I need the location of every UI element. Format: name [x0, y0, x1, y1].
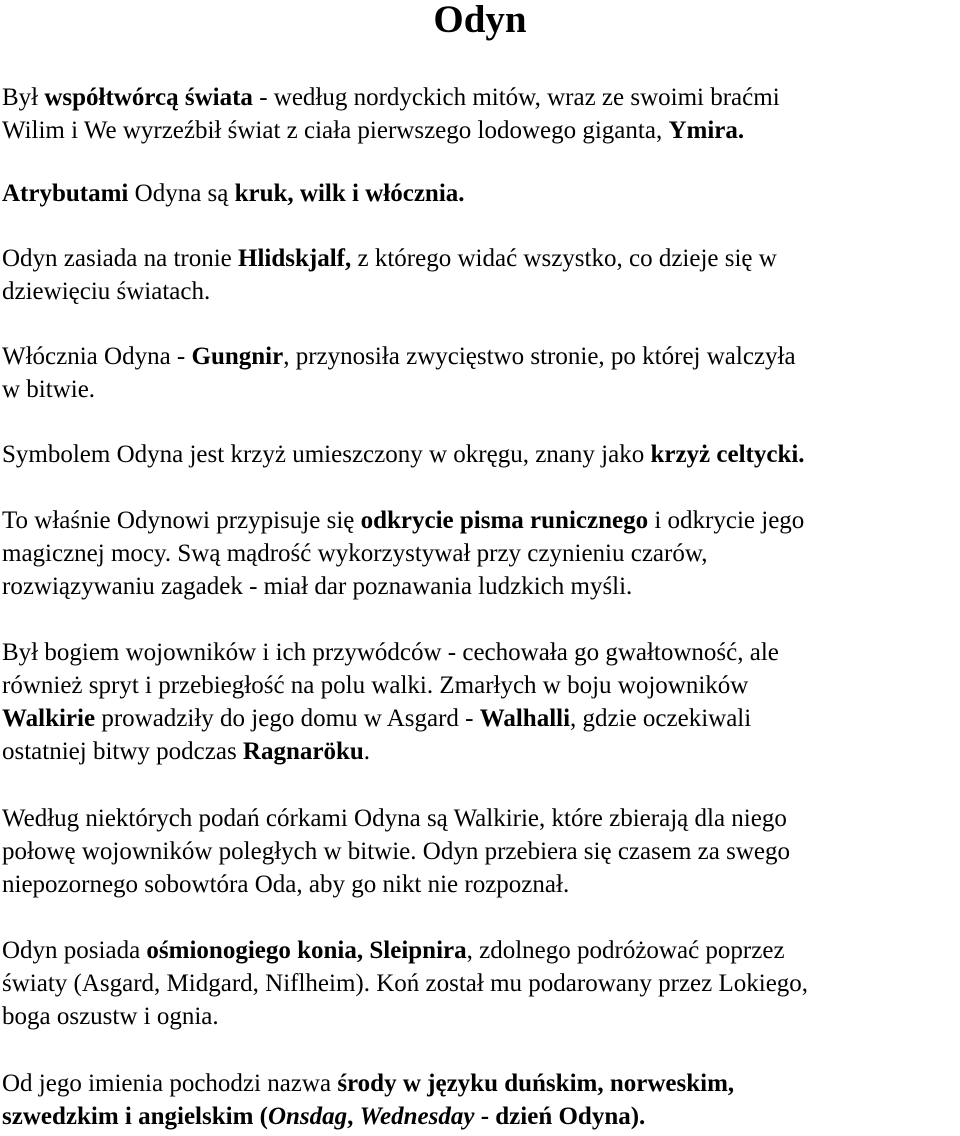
text-run: ostatniej bitwy podczas	[2, 738, 243, 765]
paragraph-creator	[2, 81, 958, 147]
text-run: , przynosiła zwycięstwo stronie, po której walczyła	[283, 343, 796, 370]
text-run: Odyn posiada	[2, 937, 147, 964]
paragraph-line	[2, 177, 958, 210]
paragraph-warriors	[2, 636, 958, 768]
paragraph-line	[2, 242, 958, 275]
text-run: prowadziły do jego domu w Asgard -	[95, 705, 480, 732]
paragraph-line	[2, 636, 958, 669]
paragraph-line	[2, 340, 958, 373]
text-run: Od jego imienia pochodzi nazwa	[2, 1070, 338, 1097]
paragraph-line	[2, 1000, 958, 1033]
bold-text-run: ,	[347, 1103, 360, 1130]
bold-text-run: ośmionogiego konia, Sleipnira	[146, 937, 467, 964]
text-run: połowę wojowników poległych w bitwie. Odyn przebiera się czasem za swego	[2, 838, 790, 865]
text-run: Odyn zasiada na tronie	[2, 245, 239, 272]
text-run: Włócznia Odyna -	[2, 343, 192, 370]
paragraph-line	[2, 868, 958, 901]
paragraph-line	[2, 835, 958, 868]
text-run: Wilim i We wyrzeźbił świat z ciała pierwszego lodowego giganta,	[2, 117, 669, 144]
bold-text-run: Gungnir	[191, 343, 284, 370]
text-run: niepozornego sobowtóra Oda, aby go nikt nie rozpoznał.	[2, 871, 570, 898]
text-run: Odyna są	[128, 180, 235, 207]
text-run: światy (Asgard, Midgard, Niflheim). Koń został mu podarowany przez Lokiego,	[2, 970, 809, 997]
bold-text-run: Walkirie	[2, 705, 96, 732]
paragraph-line	[2, 735, 958, 768]
bold-text-run: Ymira.	[668, 117, 745, 144]
paragraph-line	[2, 373, 958, 406]
text-run: , gdzie oczekiwali	[570, 705, 752, 732]
text-run: i odkrycie jego	[648, 507, 805, 534]
paragraph-spear	[2, 340, 958, 406]
bold-text-run: współtwórcą świata	[44, 84, 253, 111]
paragraph-line	[2, 275, 958, 308]
text-run: z którego widać wszystko, co dzieje się w	[351, 245, 777, 272]
paragraph-line	[2, 570, 958, 603]
paragraph-line	[2, 81, 958, 114]
text-run: boga oszustw i ognia.	[2, 1003, 219, 1030]
paragraph-line	[2, 934, 958, 967]
paragraph-line	[2, 1100, 958, 1133]
bold-text-run: Hlidskjalf,	[238, 245, 352, 272]
bold-text-run: kruk, wilk i włócznia.	[234, 180, 465, 207]
paragraph-sleipnir	[2, 934, 958, 1033]
bold-text-run: krzyż celtycki.	[650, 441, 805, 468]
page-title: Odyn	[433, 0, 527, 41]
paragraph-line	[2, 114, 958, 147]
paragraph-valkyries	[2, 802, 958, 901]
paragraph-line	[2, 702, 958, 735]
paragraph-line	[2, 669, 958, 702]
text-run: Był bogiem wojowników i ich przywódców - cechowała go gwałtowność, ale	[2, 639, 779, 666]
paragraph-line	[2, 504, 958, 537]
paragraph-attributes	[2, 177, 958, 210]
text-run: w bitwie.	[2, 376, 96, 403]
paragraph-line	[2, 967, 958, 1000]
paragraph-line	[2, 438, 958, 471]
paragraph-throne	[2, 242, 958, 308]
bold-italic-text-run: Onsdag	[267, 1103, 348, 1130]
paragraph-runes	[2, 504, 958, 603]
text-run: Symbolem Odyna jest krzyż umieszczony w okręgu, znany jako	[2, 441, 651, 468]
text-run: To właśnie Odynowi przypisuje się	[2, 507, 361, 534]
text-run: Był	[2, 84, 45, 111]
text-run: rozwiązywaniu zagadek - miał dar poznawania ludzkich myśli.	[2, 573, 633, 600]
paragraph-line	[2, 537, 958, 570]
text-run: , zdolnego podróżować poprzez	[466, 937, 785, 964]
bold-text-run: Ragnaröku	[242, 738, 364, 765]
paragraph-symbol	[2, 438, 958, 471]
bold-italic-text-run: Wednesday	[359, 1103, 475, 1130]
bold-text-run: Walhalli	[479, 705, 571, 732]
text-run: Według niektórych podań córkami Odyna są Walkirie, które zbierają dla niego	[2, 805, 787, 832]
text-run: magicznej mocy. Swą mądrość wykorzystywał przy czynieniu czarów,	[2, 540, 708, 567]
text-run: .	[363, 738, 371, 765]
text-run: - według nordyckich mitów, wraz ze swoimi braćmi	[252, 84, 780, 111]
bold-text-run: środy w języku duńskim, norweskim,	[337, 1070, 735, 1097]
text-run: dziewięciu światach.	[2, 278, 211, 305]
paragraph-line	[2, 1067, 958, 1100]
text-run: również spryt i przebiegłość na polu walki. Zmarłych w boju wojowników	[2, 672, 749, 699]
bold-text-run: szwedzkim i angielskim (	[2, 1103, 268, 1130]
bold-text-run: - dzień Odyna).	[474, 1103, 646, 1130]
bold-text-run: odkrycie pisma runicznego	[360, 507, 649, 534]
paragraph-line	[2, 802, 958, 835]
paragraph-wednesday	[2, 1067, 958, 1133]
bold-text-run: Atrybutami	[2, 180, 129, 207]
